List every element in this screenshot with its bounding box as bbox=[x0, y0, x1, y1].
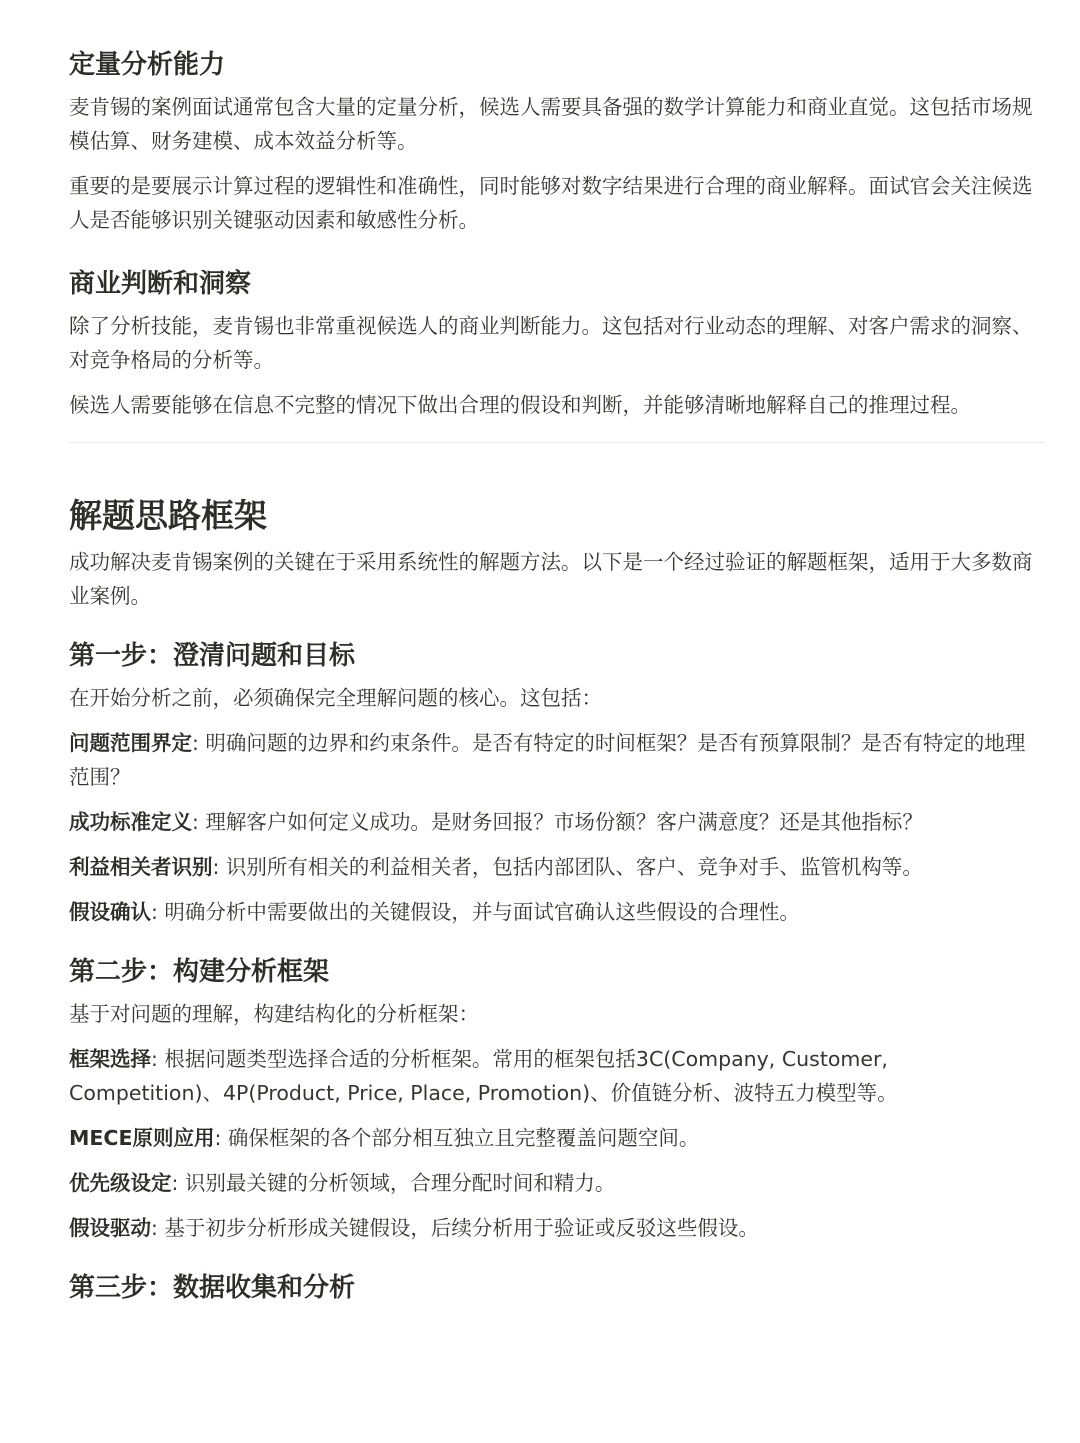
step-item-text: : 明确分析中需要做出的关键假设，并与面试官确认这些假设的合理性。 bbox=[151, 900, 800, 924]
step-intro: 基于对问题的理解，构建结构化的分析框架： bbox=[69, 1002, 479, 1026]
step-item bbox=[69, 1166, 1044, 1200]
step-item-term: 假设驱动 bbox=[69, 1216, 151, 1240]
step-item-text: : 根据问题类型选择合适的分析框架。常用的框架包括3C(Company, Customer, Competition)、4P(Product, Price, Place, Promotion)、价值链分析、波特五力模型等。 bbox=[69, 1047, 898, 1105]
section-divider bbox=[69, 442, 1045, 443]
step-item bbox=[69, 805, 1044, 839]
section-heading: 商业判断和洞察 bbox=[69, 269, 252, 299]
step-item-term: 优先级设定 bbox=[69, 1171, 172, 1195]
paragraph: 重要的是要展示计算过程的逻辑性和准确性，同时能够对数字结果进行合理的商业解释。面试官会关注候选人是否能够识别关键驱动因素和敏感性分析。 bbox=[69, 174, 1033, 232]
step-item-term: MECE原则应用 bbox=[69, 1126, 215, 1150]
step-item-term: 框架选择 bbox=[69, 1047, 151, 1071]
step-item-term: 成功标准定义 bbox=[69, 810, 192, 834]
step-2 bbox=[69, 953, 1044, 1245]
step-intro: 在开始分析之前，必须确保完全理解问题的核心。这包括： bbox=[69, 686, 602, 710]
section-business-judgment bbox=[69, 265, 1044, 422]
step-heading: 第一步：澄清问题和目标 bbox=[69, 641, 356, 671]
step-heading: 第三步：数据收集和分析 bbox=[69, 1273, 356, 1303]
section-quantitative-analysis bbox=[69, 46, 1044, 237]
step-item-text: : 理解客户如何定义成功。是财务回报？市场份额？客户满意度？还是其他指标？ bbox=[192, 810, 923, 834]
paragraph: 麦肯锡的案例面试通常包含大量的定量分析，候选人需要具备强的数学计算能力和商业直觉。这包括市场规模估算、财务建模、成本效益分析等。 bbox=[69, 95, 1033, 153]
step-item bbox=[69, 1042, 1044, 1110]
paragraph: 候选人需要能够在信息不完整的情况下做出合理的假设和判断，并能够清晰地解释自己的推理过程。 bbox=[69, 393, 971, 417]
step-item-text: : 识别所有相关的利益相关者，包括内部团队、客户、竞争对手、监管机构等。 bbox=[212, 855, 923, 879]
step-item bbox=[69, 1211, 1044, 1245]
paragraph: 除了分析技能，麦肯锡也非常重视候选人的商业判断能力。这包括对行业动态的理解、对客户需求的洞察、对竞争格局的分析等。 bbox=[69, 314, 1033, 372]
step-item-text: : 基于初步分析形成关键假设，后续分析用于验证或反驳这些假设。 bbox=[151, 1216, 759, 1240]
framework-title: 解题思路框架 bbox=[69, 496, 267, 535]
step-item bbox=[69, 895, 1044, 929]
step-item-term: 假设确认 bbox=[69, 900, 151, 924]
framework-intro: 成功解决麦肯锡案例的关键在于采用系统性的解题方法。以下是一个经过验证的解题框架，适用于大多数商业案例。 bbox=[69, 550, 1033, 608]
step-item bbox=[69, 1121, 1044, 1155]
step-item bbox=[69, 726, 1044, 794]
step-heading: 第二步：构建分析框架 bbox=[69, 957, 330, 987]
section-heading: 定量分析能力 bbox=[69, 50, 226, 80]
step-item-text: : 明确问题的边界和约束条件。是否有特定的时间框架？是否有预算限制？是否有特定的地理范围？ bbox=[69, 731, 1026, 789]
step-1 bbox=[69, 637, 1044, 929]
step-item-text: : 识别最关键的分析领域，合理分配时间和精力。 bbox=[171, 1171, 616, 1195]
step-item-term: 利益相关者识别 bbox=[69, 855, 213, 879]
step-item-term: 问题范围界定 bbox=[69, 731, 192, 755]
section-framework bbox=[69, 493, 1044, 1307]
step-3 bbox=[69, 1269, 1044, 1307]
step-item-text: : 确保框架的各个部分相互独立且完整覆盖问题空间。 bbox=[214, 1126, 700, 1150]
step-item bbox=[69, 850, 1044, 884]
